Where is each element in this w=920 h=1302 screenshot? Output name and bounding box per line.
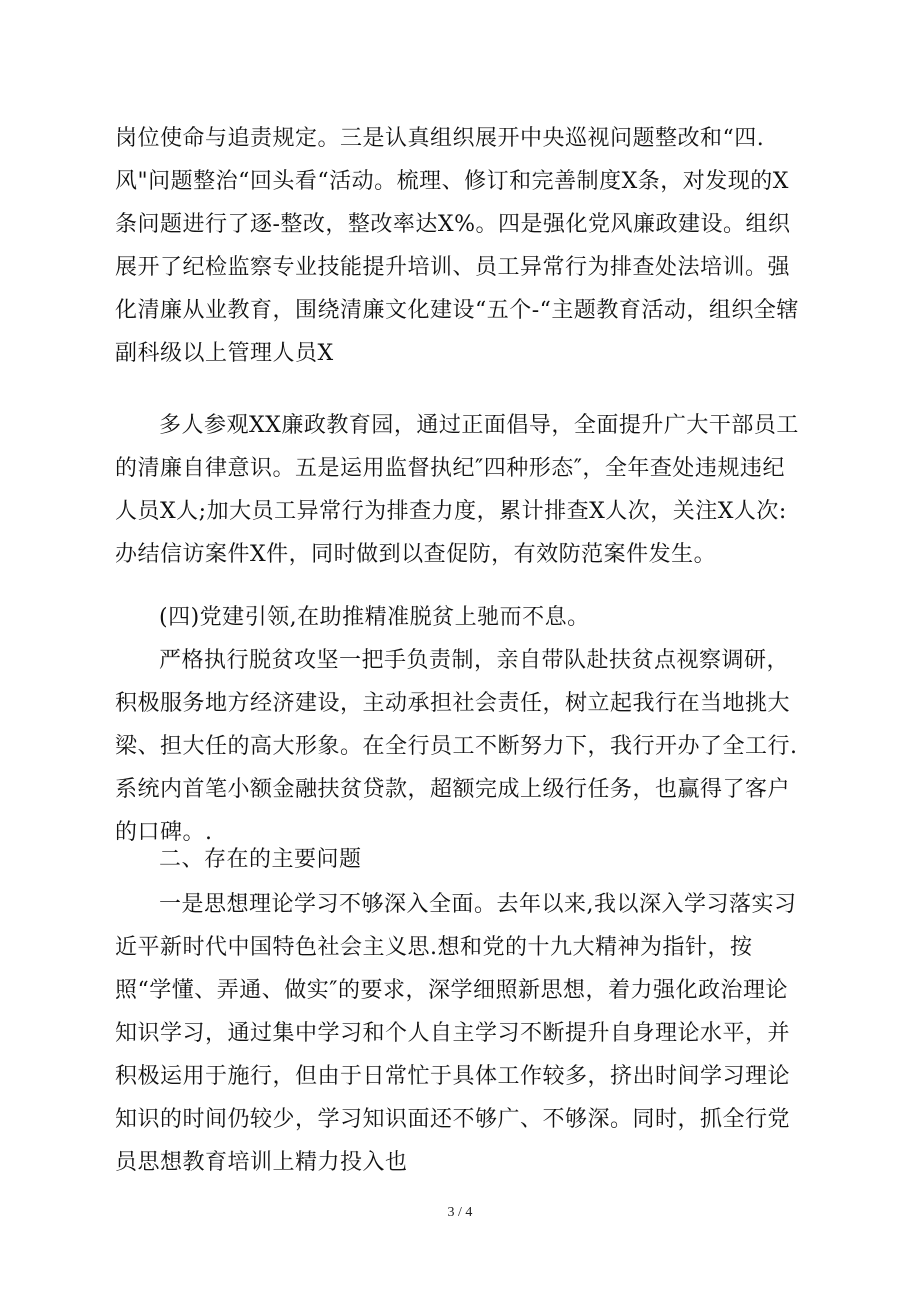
section-heading: 二、存在的主要问题 xyxy=(159,847,362,872)
body-paragraph: 一是思想理论学习不够深入全面。去年以来,我以深入学习落实习近平新时代中国特色社会主义思.想和党的十九大精神为指针，按照“学懂、弄通、做实″的要求，深学细照新思想，着力强化政治理论知识学习，通过集中学习和个人自主学习不断提升自身理论水平，并积极运用于施行，但由于日常忙于具体工作较多，挤出时间学习理论知识的时间仍较少，学习知识面还不够广、不够深。同时，抓全行党员思想教育培训上精力投入也 xyxy=(115,892,797,1175)
body-paragraph: 严格执行脱贫攻坚一把手负责制，亲自带队赴扶贫点视察调研，积极服务地方经济建设，主动承担社会责任，树立起我行在当地挑大梁、担大任的高大形象。在全行员工不断努力下，我行开办了全工行.系统内首笔小额金融扶贫贷款，超额完成上级行任务，也赢得了客户的口碑。. xyxy=(115,648,798,845)
section-subheading: (四)党建引领,在助推精准脱贫上驰而不息。 xyxy=(159,605,590,630)
body-paragraph: 岗位使命与追责规定。三是认真组织展开中央巡视问题整改和“四.风"问题整治“回头看“活动。梳理、修订和完善制度X条，对发现的X条问题进行了逐-整改，整改率达X%。四是强化党风廉政建设。组织展开了纪检监察专业技能提升培训、员工异常行为排查处法培训。强化清廉从业教育，围绕清廉文化建设“五个-“主题教育活动，组织全辖副科级以上管理人员X xyxy=(115,126,799,366)
page-number: 3 / 4 xyxy=(447,1205,473,1220)
body-paragraph: 多人参观XX廉政教育园，通过正面倡导，全面提升广大干部员工的清廉自律意识。五是运用监督执纪″四种形态″，全年查处违规违纪人员X人;加大员工异常行为排查力度，累计排查X人次，关注X人次:办结信访案件X件，同时做到以查促防，有效防范案件发生。 xyxy=(115,413,799,567)
